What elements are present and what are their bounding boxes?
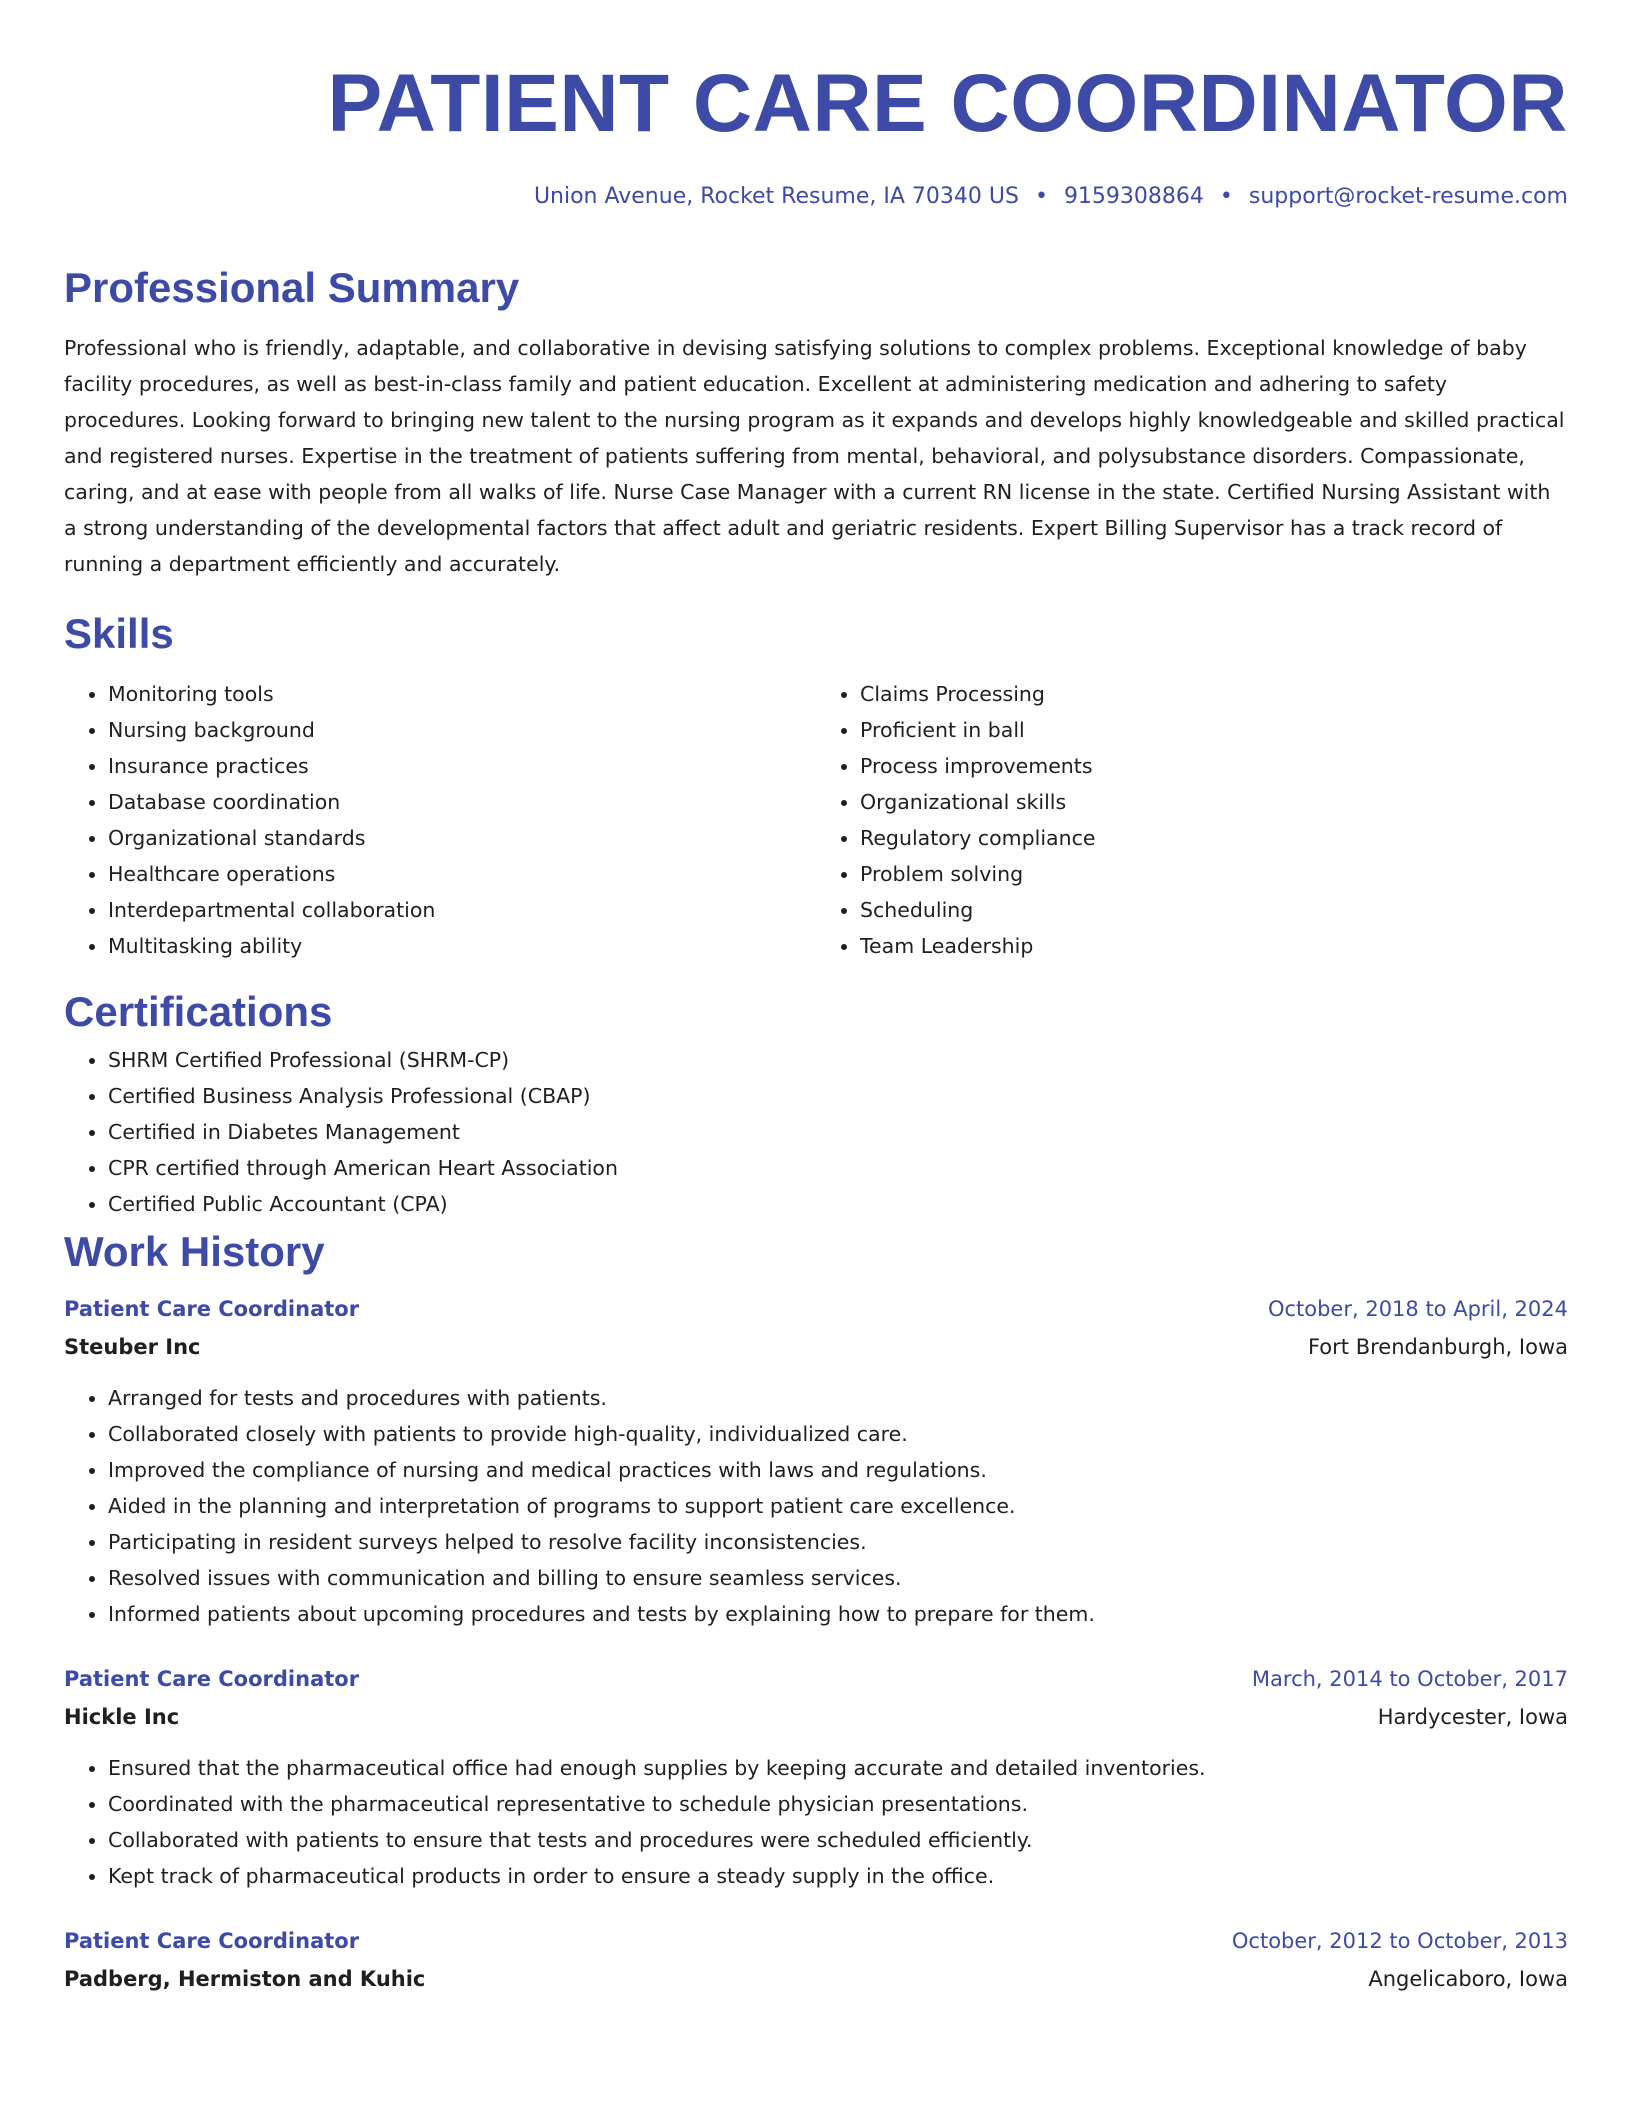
certification-item: • SHRM Certified Professional (SHRM-CP) — [108, 1042, 1568, 1078]
job-bullet: • Ensured that the pharmaceutical office had enough supplies by keeping accurate and detailed inventories. — [108, 1750, 1568, 1786]
job-title: Patient Care Coordinator — [64, 1667, 360, 1691]
job-bullet: • Resolved issues with communication and billing to ensure seamless services. — [108, 1560, 1568, 1596]
skill-item: • Scheduling — [860, 892, 1568, 928]
section-title-summary: Professional Summary — [64, 264, 520, 311]
contact-separator: • — [1034, 184, 1048, 209]
section-title-work-history: Work History — [64, 1228, 325, 1275]
skills-list-right — [816, 676, 1568, 964]
skill-item: • Claims Processing — [860, 676, 1568, 712]
job-location: Angelicaboro, Iowa — [1368, 1967, 1568, 1991]
job-bullets — [64, 1750, 1568, 1894]
skill-item: • Nursing background — [108, 712, 816, 748]
job-dates: March, 2014 to October, 2017 — [1251, 1667, 1568, 1691]
job-company: Steuber Inc — [64, 1335, 201, 1359]
job-title: Patient Care Coordinator — [64, 1929, 360, 1953]
job-bullet: • Kept track of pharmaceutical products in order to ensure a steady supply in the office. — [108, 1858, 1568, 1894]
job-title-row — [64, 1290, 1568, 1328]
skill-item: • Database coordination — [108, 784, 816, 820]
resume-body — [64, 258, 1568, 1998]
certification-item: • CPR certified through American Heart Association — [108, 1150, 1568, 1186]
job-title-row — [64, 1660, 1568, 1698]
job-bullet: • Collaborated closely with patients to provide high-quality, individualized care. — [108, 1416, 1568, 1452]
skill-item: • Healthcare operations — [108, 856, 816, 892]
contact-email[interactable]: support@rocket-resume.com — [1248, 184, 1568, 209]
candidate-name: PATIENT CARE COORDINATOR — [327, 58, 1568, 149]
job-bullet: • Participating in resident surveys helped to resolve facility inconsistencies. — [108, 1524, 1568, 1560]
job-bullets — [64, 1380, 1568, 1632]
section-title-certifications: Certifications — [64, 988, 333, 1035]
skill-item: • Monitoring tools — [108, 676, 816, 712]
skill-item: • Process improvements — [860, 748, 1568, 784]
section-title-skills: Skills — [64, 610, 174, 657]
job-bullet: • Arranged for tests and procedures with patients. — [108, 1380, 1568, 1416]
job-company-row — [64, 1328, 1568, 1366]
job-bullet: • Collaborated with patients to ensure that tests and procedures were scheduled efficiently. — [108, 1822, 1568, 1858]
job-company-row — [64, 1698, 1568, 1736]
certifications-section — [64, 982, 1568, 1222]
job-bullet: • Improved the compliance of nursing and medical practices with laws and regulations. — [108, 1452, 1568, 1488]
contact-address: Union Avenue, Rocket Resume, IA 70340 US — [533, 184, 1019, 209]
resume-header — [328, 48, 1568, 212]
certification-item: • Certified Public Accountant (CPA) — [108, 1186, 1568, 1222]
job-location: Hardycester, Iowa — [1377, 1705, 1568, 1729]
job-entry — [64, 1660, 1568, 1894]
job-entry — [64, 1290, 1568, 1632]
certifications-list — [64, 1042, 1568, 1222]
job-dates: October, 2012 to October, 2013 — [1231, 1929, 1568, 1953]
skills-columns — [64, 676, 1568, 964]
skill-item: • Insurance practices — [108, 748, 816, 784]
work-history-section — [64, 1222, 1568, 1998]
summary-section — [64, 258, 1568, 582]
skill-item: • Regulatory compliance — [860, 820, 1568, 856]
job-location: Fort Brendanburgh, Iowa — [1307, 1335, 1568, 1359]
job-company-row — [64, 1960, 1568, 1998]
skill-item: • Problem solving — [860, 856, 1568, 892]
skill-item: • Organizational skills — [860, 784, 1568, 820]
job-bullet: • Informed patients about upcoming procedures and tests by explaining how to prepare for them. — [108, 1596, 1568, 1632]
job-title-row — [64, 1922, 1568, 1960]
skills-section — [64, 604, 1568, 964]
contact-separator: • — [1219, 184, 1233, 209]
job-company: Padberg, Hermiston and Kuhic — [64, 1967, 426, 1991]
skill-item: • Team Leadership — [860, 928, 1568, 964]
contact-line — [328, 182, 1568, 212]
skill-item: • Proficient in ball — [860, 712, 1568, 748]
job-entry — [64, 1922, 1568, 1998]
job-dates: October, 2018 to April, 2024 — [1267, 1297, 1568, 1321]
job-company: Hickle Inc — [64, 1705, 180, 1729]
summary-text: Professional who is friendly, adaptable, and collaborative in devising satisfying solutions to complex problems. Exceptional knowledge of baby facility procedures, as well as best-in-class family and patient education. Excellent at administering medication and adhering to safety procedures. Looking forward to bringing new talent to the nursing program as it expands and develops highly knowledgeable and skilled practical and registered nurses. Expertise in the treatment of patients suffering from mental, behavioral, and polysubstance disorders. Compassionate, caring, and at ease with people from all walks of life. Nurse Case Manager with a current RN license in the state. Certified Nursing Assistant with a strong understanding of the developmental factors that affect adult and geriatric residents. Expert Billing Supervisor has a track record of running a department efficiently and accurately. — [64, 336, 1565, 576]
job-title: Patient Care Coordinator — [64, 1297, 360, 1321]
certification-item: • Certified in Diabetes Management — [108, 1114, 1568, 1150]
job-bullet: • Coordinated with the pharmaceutical representative to schedule physician presentations. — [108, 1786, 1568, 1822]
job-bullet: • Aided in the planning and interpretation of programs to support patient care excellence. — [108, 1488, 1568, 1524]
certification-item: • Certified Business Analysis Professional (CBAP) — [108, 1078, 1568, 1114]
skill-item: • Multitasking ability — [108, 928, 816, 964]
skill-item: • Interdepartmental collaboration — [108, 892, 816, 928]
skills-list-left — [64, 676, 816, 964]
contact-phone: 9159308864 — [1063, 184, 1204, 209]
skill-item: • Organizational standards — [108, 820, 816, 856]
